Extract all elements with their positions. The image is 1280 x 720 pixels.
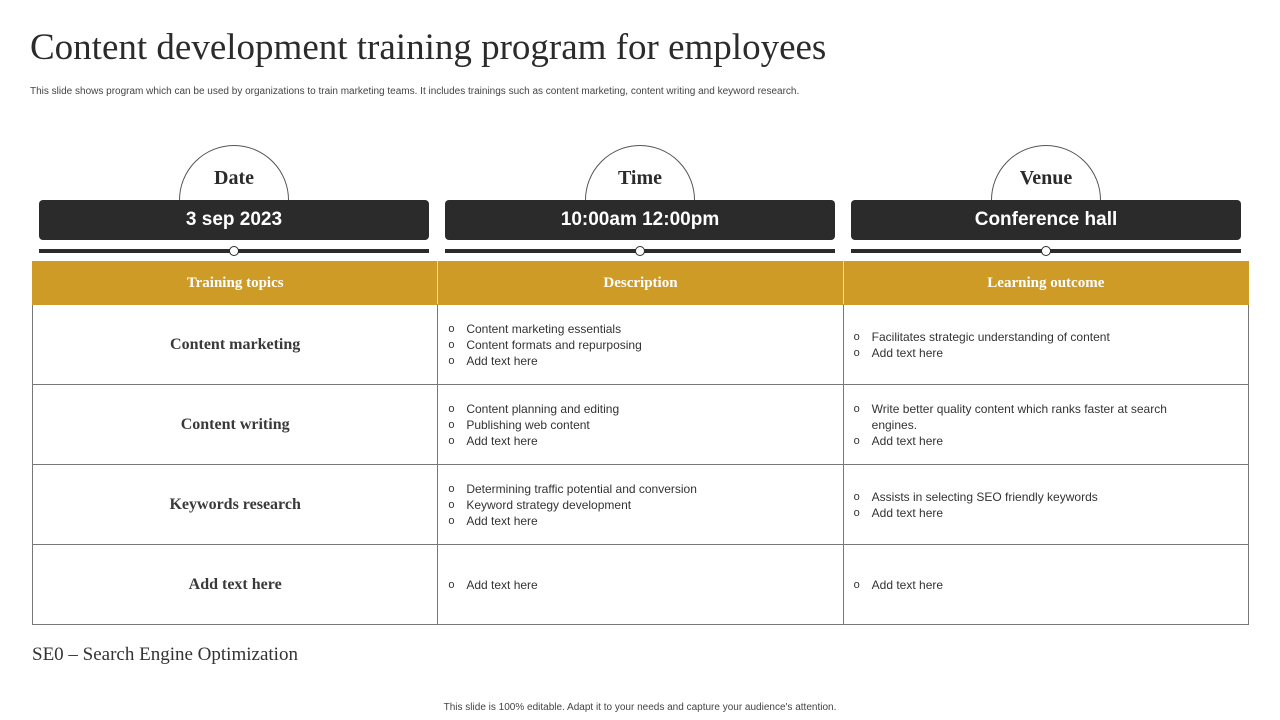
list-item: o Add text here (448, 353, 842, 369)
venue-label: Venue (1019, 167, 1073, 189)
row-topic: Keywords research (33, 465, 438, 545)
page-subtitle: This slide shows program which can be used by organizations to train marketing teams. It includes trainings such as content marketing, content writing and keyword research. (30, 86, 800, 97)
time-label: Time (617, 167, 663, 189)
page-title: Content development training program for employees (30, 27, 827, 68)
list-item: o Add text here (854, 505, 1182, 521)
table-row (33, 545, 1249, 625)
row-description (438, 385, 843, 465)
list-item: o Add text here (854, 577, 1182, 593)
list-item: o Publishing web content (448, 417, 842, 433)
footnote: SE0 – Search Engine Optimization (32, 644, 298, 665)
row-outcome (843, 385, 1248, 465)
row-topic: Add text here (33, 545, 438, 625)
date-label: Date (214, 167, 254, 189)
date-dot (229, 246, 239, 256)
date-value: 3 sep 2023 (39, 200, 429, 240)
list-item: o Content formats and repurposing (448, 337, 842, 353)
list-item: o Add text here (448, 433, 842, 449)
row-outcome (843, 545, 1248, 625)
table-row (33, 385, 1249, 465)
list-item: o Determining traffic potential and conversion (448, 481, 842, 497)
table-row (33, 465, 1249, 545)
list-item: o Assists in selecting SEO friendly keywords (854, 489, 1182, 505)
row-outcome (843, 465, 1248, 545)
list-item: o Keyword strategy development (448, 497, 842, 513)
list-item: o Add text here (854, 433, 1182, 449)
row-outcome (843, 305, 1248, 385)
list-item: o Add text here (448, 513, 842, 529)
row-topic: Content writing (33, 385, 438, 465)
time-block (445, 145, 835, 257)
table-header-row (33, 262, 1249, 305)
list-item: o Facilitates strategic understanding of content (854, 329, 1182, 345)
list-item: o Content marketing essentials (448, 321, 842, 337)
table-row (33, 305, 1249, 385)
list-item: o Write better quality content which ranks faster at search engines. (854, 401, 1182, 433)
header-learning-outcome: Learning outcome (843, 262, 1248, 305)
footer-text: This slide is 100% editable. Adapt it to your needs and capture your audience's attention. (443, 702, 837, 713)
list-item: o Add text here (448, 577, 842, 593)
venue-dot (1041, 246, 1051, 256)
row-description (438, 465, 843, 545)
time-dot (635, 246, 645, 256)
header-training-topics: Training topics (33, 262, 438, 305)
time-value: 10:00am 12:00pm (445, 200, 835, 240)
training-table (32, 261, 1249, 625)
row-topic: Content marketing (33, 305, 438, 385)
venue-value: Conference hall (851, 200, 1241, 240)
venue-block (851, 145, 1241, 257)
row-description (438, 545, 843, 625)
header-description: Description (438, 262, 843, 305)
list-item: o Content planning and editing (448, 401, 842, 417)
date-block (39, 145, 429, 257)
row-description (438, 305, 843, 385)
list-item: o Add text here (854, 345, 1182, 361)
